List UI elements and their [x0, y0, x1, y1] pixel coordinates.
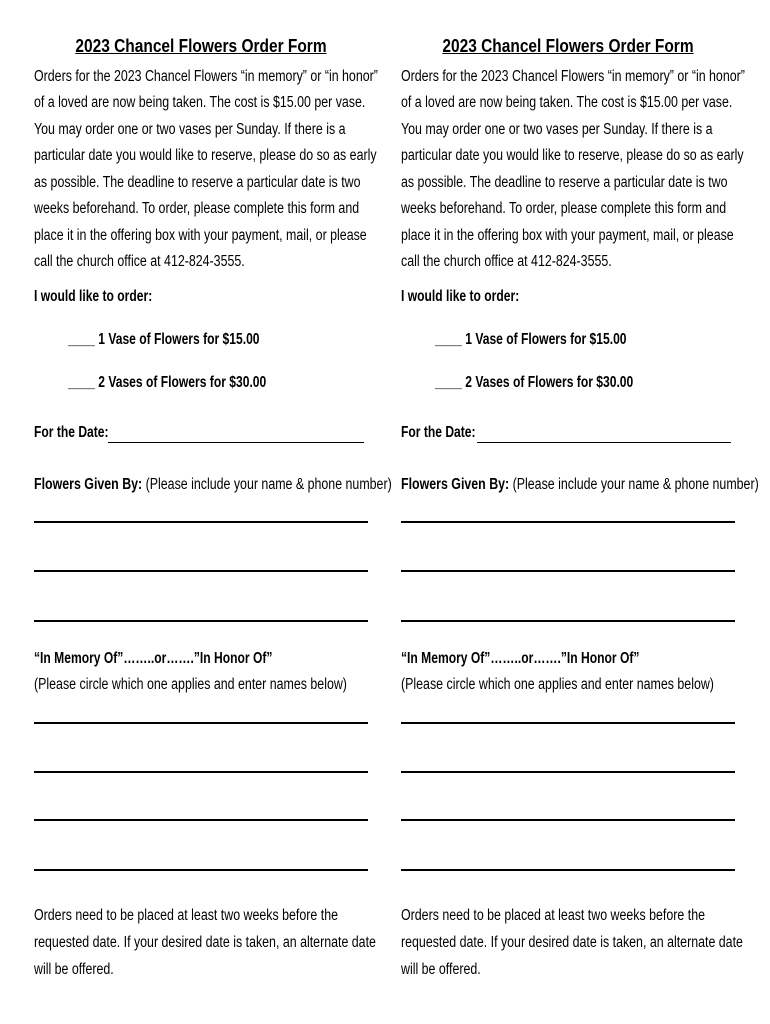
given-by-label: Flowers Given By:: [34, 476, 143, 493]
intro-line: particular date you would like to reserve, please do so as early: [34, 147, 377, 164]
intro-line: weeks beforehand. To order, please complete this form and: [34, 200, 360, 217]
option-two-vases[interactable]: ____ 2 Vases of Flowers for $30.00: [68, 374, 267, 391]
footer-line: will be offered.: [401, 961, 481, 978]
option-one-vase[interactable]: ____ 1 Vase of Flowers for $15.00: [435, 331, 627, 348]
form-title: 2023 Chancel Flowers Order Form: [75, 36, 327, 56]
honoree-line[interactable]: [401, 771, 735, 773]
footer-line: requested date. If your desired date is taken, an alternate date: [401, 934, 743, 951]
given-by-row: [34, 476, 392, 494]
date-label: For the Date:: [401, 424, 476, 441]
intro-line: of a loved are now being taken. The cost is $15.00 per vase.: [34, 94, 366, 111]
intro-line: Orders for the 2023 Chancel Flowers “in memory” or “in honor”: [34, 68, 378, 85]
footer-line: will be offered.: [34, 961, 114, 978]
given-by-line[interactable]: [34, 620, 368, 622]
option-one-vase[interactable]: ____ 1 Vase of Flowers for $15.00: [68, 331, 260, 348]
honoree-line[interactable]: [401, 819, 735, 821]
order-prompt: I would like to order:: [34, 288, 153, 305]
given-by-line[interactable]: [401, 521, 735, 523]
honoree-line[interactable]: [401, 722, 735, 724]
footer-line: Orders need to be placed at least two weeks before the: [34, 907, 338, 924]
intro-line: particular date you would like to reserve, please do so as early: [401, 147, 744, 164]
given-by-line[interactable]: [401, 570, 735, 572]
memory-note: (Please circle which one applies and enter names below): [34, 676, 347, 693]
footer-line: requested date. If your desired date is taken, an alternate date: [34, 934, 376, 951]
intro-line: of a loved are now being taken. The cost is $15.00 per vase.: [401, 94, 733, 111]
given-by-line[interactable]: [34, 521, 368, 523]
intro-line: place it in the offering box with your payment, mail, or please: [34, 227, 367, 244]
memory-note: (Please circle which one applies and enter names below): [401, 676, 714, 693]
memory-label: “In Memory Of”……..or…….”In Honor Of”: [34, 650, 273, 667]
form-title: 2023 Chancel Flowers Order Form: [442, 36, 694, 56]
order-form-left: [34, 0, 392, 1024]
intro-line: call the church office at 412-824-3555.: [34, 253, 245, 270]
honoree-line[interactable]: [34, 869, 368, 871]
honoree-line[interactable]: [401, 869, 735, 871]
given-by-row: [401, 476, 759, 494]
intro-line: weeks beforehand. To order, please complete this form and: [401, 200, 727, 217]
honoree-line[interactable]: [34, 771, 368, 773]
intro-line: place it in the offering box with your payment, mail, or please: [401, 227, 734, 244]
memory-label: “In Memory Of”……..or…….”In Honor Of”: [401, 650, 640, 667]
intro-line: You may order one or two vases per Sunday. If there is a: [401, 121, 713, 138]
intro-line: You may order one or two vases per Sunday. If there is a: [34, 121, 346, 138]
given-by-note: (Please include your name & phone number): [509, 476, 759, 493]
given-by-line[interactable]: [34, 570, 368, 572]
given-by-line[interactable]: [401, 620, 735, 622]
honoree-line[interactable]: [34, 722, 368, 724]
date-field[interactable]: [477, 442, 731, 443]
option-two-vases[interactable]: ____ 2 Vases of Flowers for $30.00: [435, 374, 634, 391]
date-label: For the Date:: [34, 424, 109, 441]
order-prompt: I would like to order:: [401, 288, 520, 305]
intro-line: as possible. The deadline to reserve a particular date is two: [34, 174, 361, 191]
footer-line: Orders need to be placed at least two weeks before the: [401, 907, 705, 924]
intro-line: call the church office at 412-824-3555.: [401, 253, 612, 270]
honoree-line[interactable]: [34, 819, 368, 821]
order-form-right: [401, 0, 759, 1024]
given-by-note: (Please include your name & phone number): [142, 476, 392, 493]
intro-line: Orders for the 2023 Chancel Flowers “in memory” or “in honor”: [401, 68, 745, 85]
intro-line: as possible. The deadline to reserve a particular date is two: [401, 174, 728, 191]
given-by-label: Flowers Given By:: [401, 476, 510, 493]
date-field[interactable]: [108, 442, 364, 443]
